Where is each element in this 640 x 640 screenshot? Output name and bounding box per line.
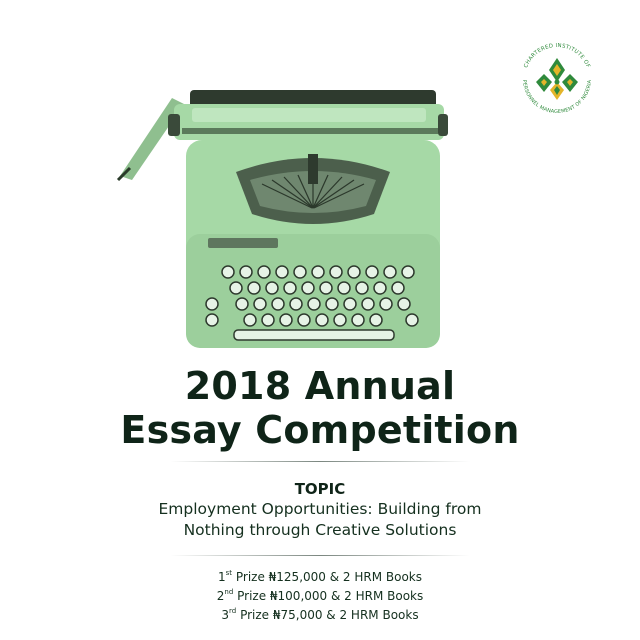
svg-text:PERSONNEL MANAGEMENT OF NIGERI: PERSONNEL MANAGEMENT OF NIGERIA <box>520 79 594 116</box>
topic-text-line2: Nothing through Creative Solutions <box>183 521 457 539</box>
prize-third <box>0 608 640 622</box>
prize-second <box>0 589 640 603</box>
prize-text: Prize ₦100,000 & 2 HRM Books <box>237 589 424 603</box>
prize-text: Prize ₦125,000 & 2 HRM Books <box>235 570 422 584</box>
competition-title-line1: 2018 Annual <box>184 364 456 408</box>
divider-bottom <box>170 555 470 556</box>
prize-rank: 1 <box>217 570 226 584</box>
prize-rank-suffix: rd <box>229 607 237 615</box>
prize-text: Prize ₦75,000 & 2 HRM Books <box>240 608 419 622</box>
topic-text-line1: Employment Opportunities: Building from <box>158 500 482 518</box>
institute-logo <box>516 38 598 120</box>
divider-top <box>170 461 470 462</box>
competition-title-line2: Essay Competition <box>120 408 520 452</box>
prize-rank: 3 <box>221 608 230 622</box>
topic-label: TOPIC <box>294 480 346 498</box>
prize-rank-suffix: st <box>225 569 233 577</box>
svg-text:CHARTERED INSTITUTE OF: CHARTERED INSTITUTE OF <box>523 42 591 69</box>
prize-rank-suffix: nd <box>224 588 234 596</box>
typewriter-icon <box>112 84 448 354</box>
prize-rank: 2 <box>216 589 225 603</box>
prize-first <box>0 570 640 584</box>
